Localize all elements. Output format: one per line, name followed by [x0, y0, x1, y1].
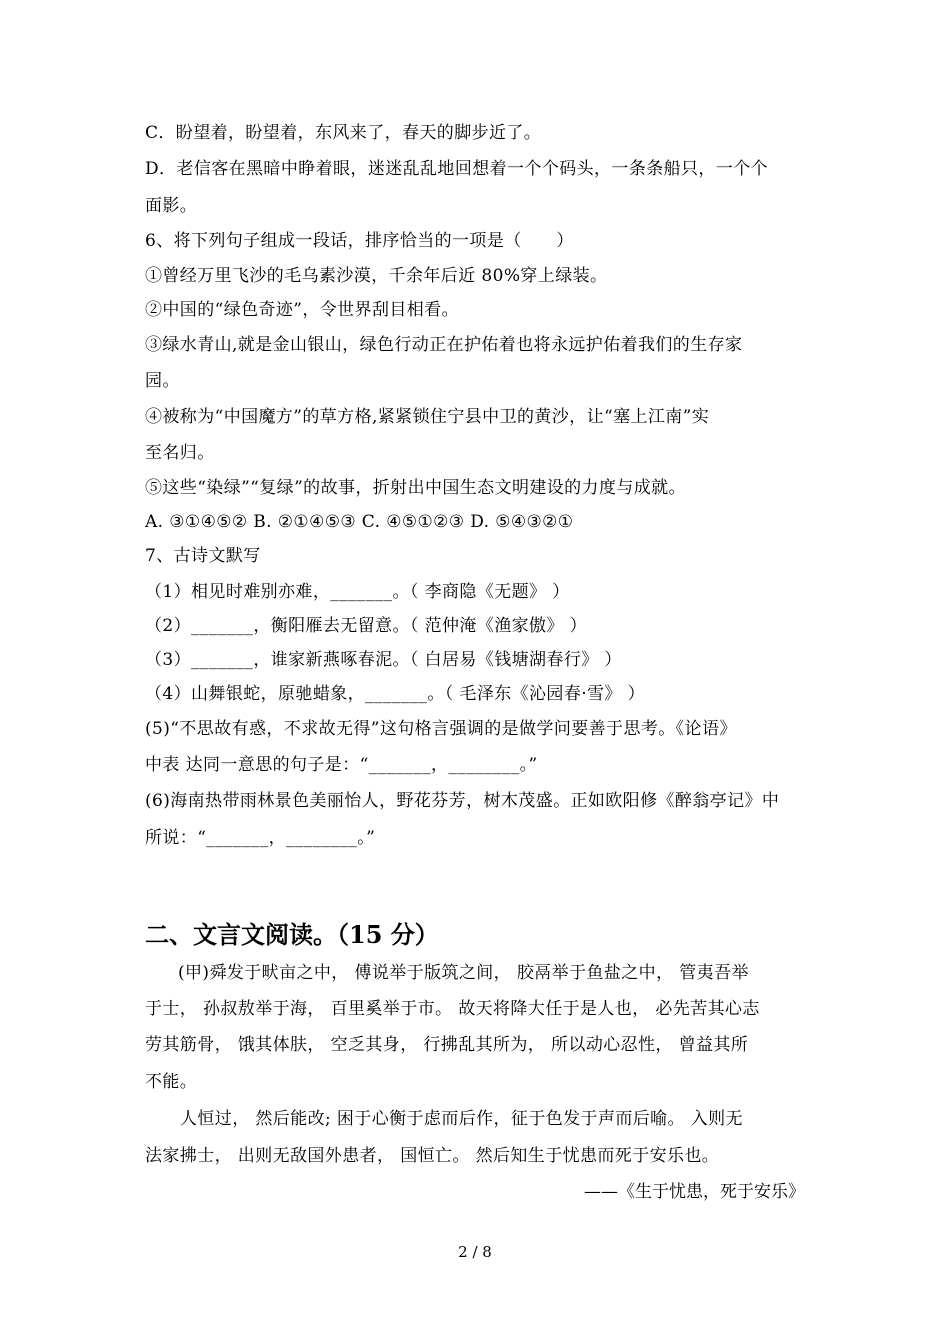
passage-para1-line3: 劳其筋骨， 饿其体肤， 空乏其身， 行拂乱其所为， 所以动心忍性， 曾益其所 — [145, 1035, 749, 1055]
passage-para2-line1: 人恒过， 然后能改; 困于心衡于虑而后作，征于色发于声而后喻。 入则无 — [180, 1109, 743, 1129]
page-number: 2 / 8 — [458, 1243, 492, 1261]
q7-part-5-line2: 中表 达同一意思的句子是：“_______，________。” — [145, 755, 538, 775]
q7-part-6-line1: (6)海南热带雨林景色美丽怡人，野花芬芳，树木茂盛。正如欧阳修《醉翁亭记》中 — [145, 791, 780, 811]
q6-sentence-4-line2: 至名归。 — [145, 443, 215, 463]
q6-sentence-2: ②中国的“绿色奇迹”，令世界刮目相看。 — [145, 300, 459, 320]
passage-para1-line4: 不能。 — [145, 1072, 198, 1092]
option-d-line2: 面影。 — [145, 196, 198, 216]
q7-part-5-line1: (5)“不思故有惑，不求故无得”这句格言强调的是做学问要善于思考。《论语》 — [145, 719, 737, 739]
passage-para2-line2: 法家拂士， 出则无敌国外患者， 国恒亡。 然后知生于忧患而死于安乐也。 — [145, 1146, 720, 1166]
q6-sentence-4-line1: ④被称为“中国魔方”的草方格,紧紧锁住宁县中卫的黄沙，让“塞上江南”实 — [145, 407, 710, 427]
q7-part-4: （4）山舞银蛇，原驰蜡象，_______。（ 毛泽东《沁园春·雪》 ） — [145, 684, 646, 704]
q7-part-3: （3）_______，谁家新燕啄春泥。（ 白居易《钱塘湖春行》 ） — [145, 650, 622, 670]
passage-source: ——《生于忧患，死于安乐》 — [584, 1182, 805, 1202]
q6-sentence-1: ①曾经万里飞沙的毛乌素沙漠，千余年后近 80%穿上绿装。 — [145, 266, 608, 286]
q7-part-1: （1）相见时难别亦难，_______。（ 李商隐《无题》 ） — [145, 582, 570, 602]
passage-para1-line2: 于士， 孙叔敖举于海， 百里奚举于市。 故天将降大任于是人也， 必先苦其心志 — [145, 999, 760, 1019]
q6-title: 6、将下列句子组成一段话，排序恰当的一项是（ ） — [145, 231, 574, 251]
option-d-line1: D．老信客在黑暗中睁着眼，迷迷乱乱地回想着一个个码头，一条条船只，一个个 — [145, 159, 769, 179]
q7-part-6-line2: 所说：“_______，________。” — [145, 828, 376, 848]
q6-sentence-3-line1: ③绿水青山,就是金山银山，绿色行动正在护佑着也将永远护佑着我们的生存家 — [145, 335, 743, 355]
option-c: C．盼望着，盼望着，东风来了，春天的脚步近了。 — [145, 123, 542, 143]
q7-title: 7、古诗文默写 — [145, 546, 261, 566]
q6-options: A. ③①④⑤② B. ②①④⑤③ C. ④⑤①②③ D. ⑤④③②① — [145, 512, 574, 532]
q6-sentence-5: ⑤这些“染绿”“复绿”的故事，折射出中国生态文明建设的力度与成就。 — [145, 478, 686, 498]
q7-part-2: （2）_______，衡阳雁去无留意。（ 范仲淹《渔家傲》 ） — [145, 616, 588, 636]
passage-para1-line1: (甲)舜发于畎亩之中， 傅说举于版筑之间， 胶鬲举于鱼盐之中， 管夷吾举 — [178, 963, 749, 983]
q6-sentence-3-line2: 园。 — [145, 371, 180, 391]
section-heading: 二、文言文阅读。（15 分） — [145, 920, 439, 949]
